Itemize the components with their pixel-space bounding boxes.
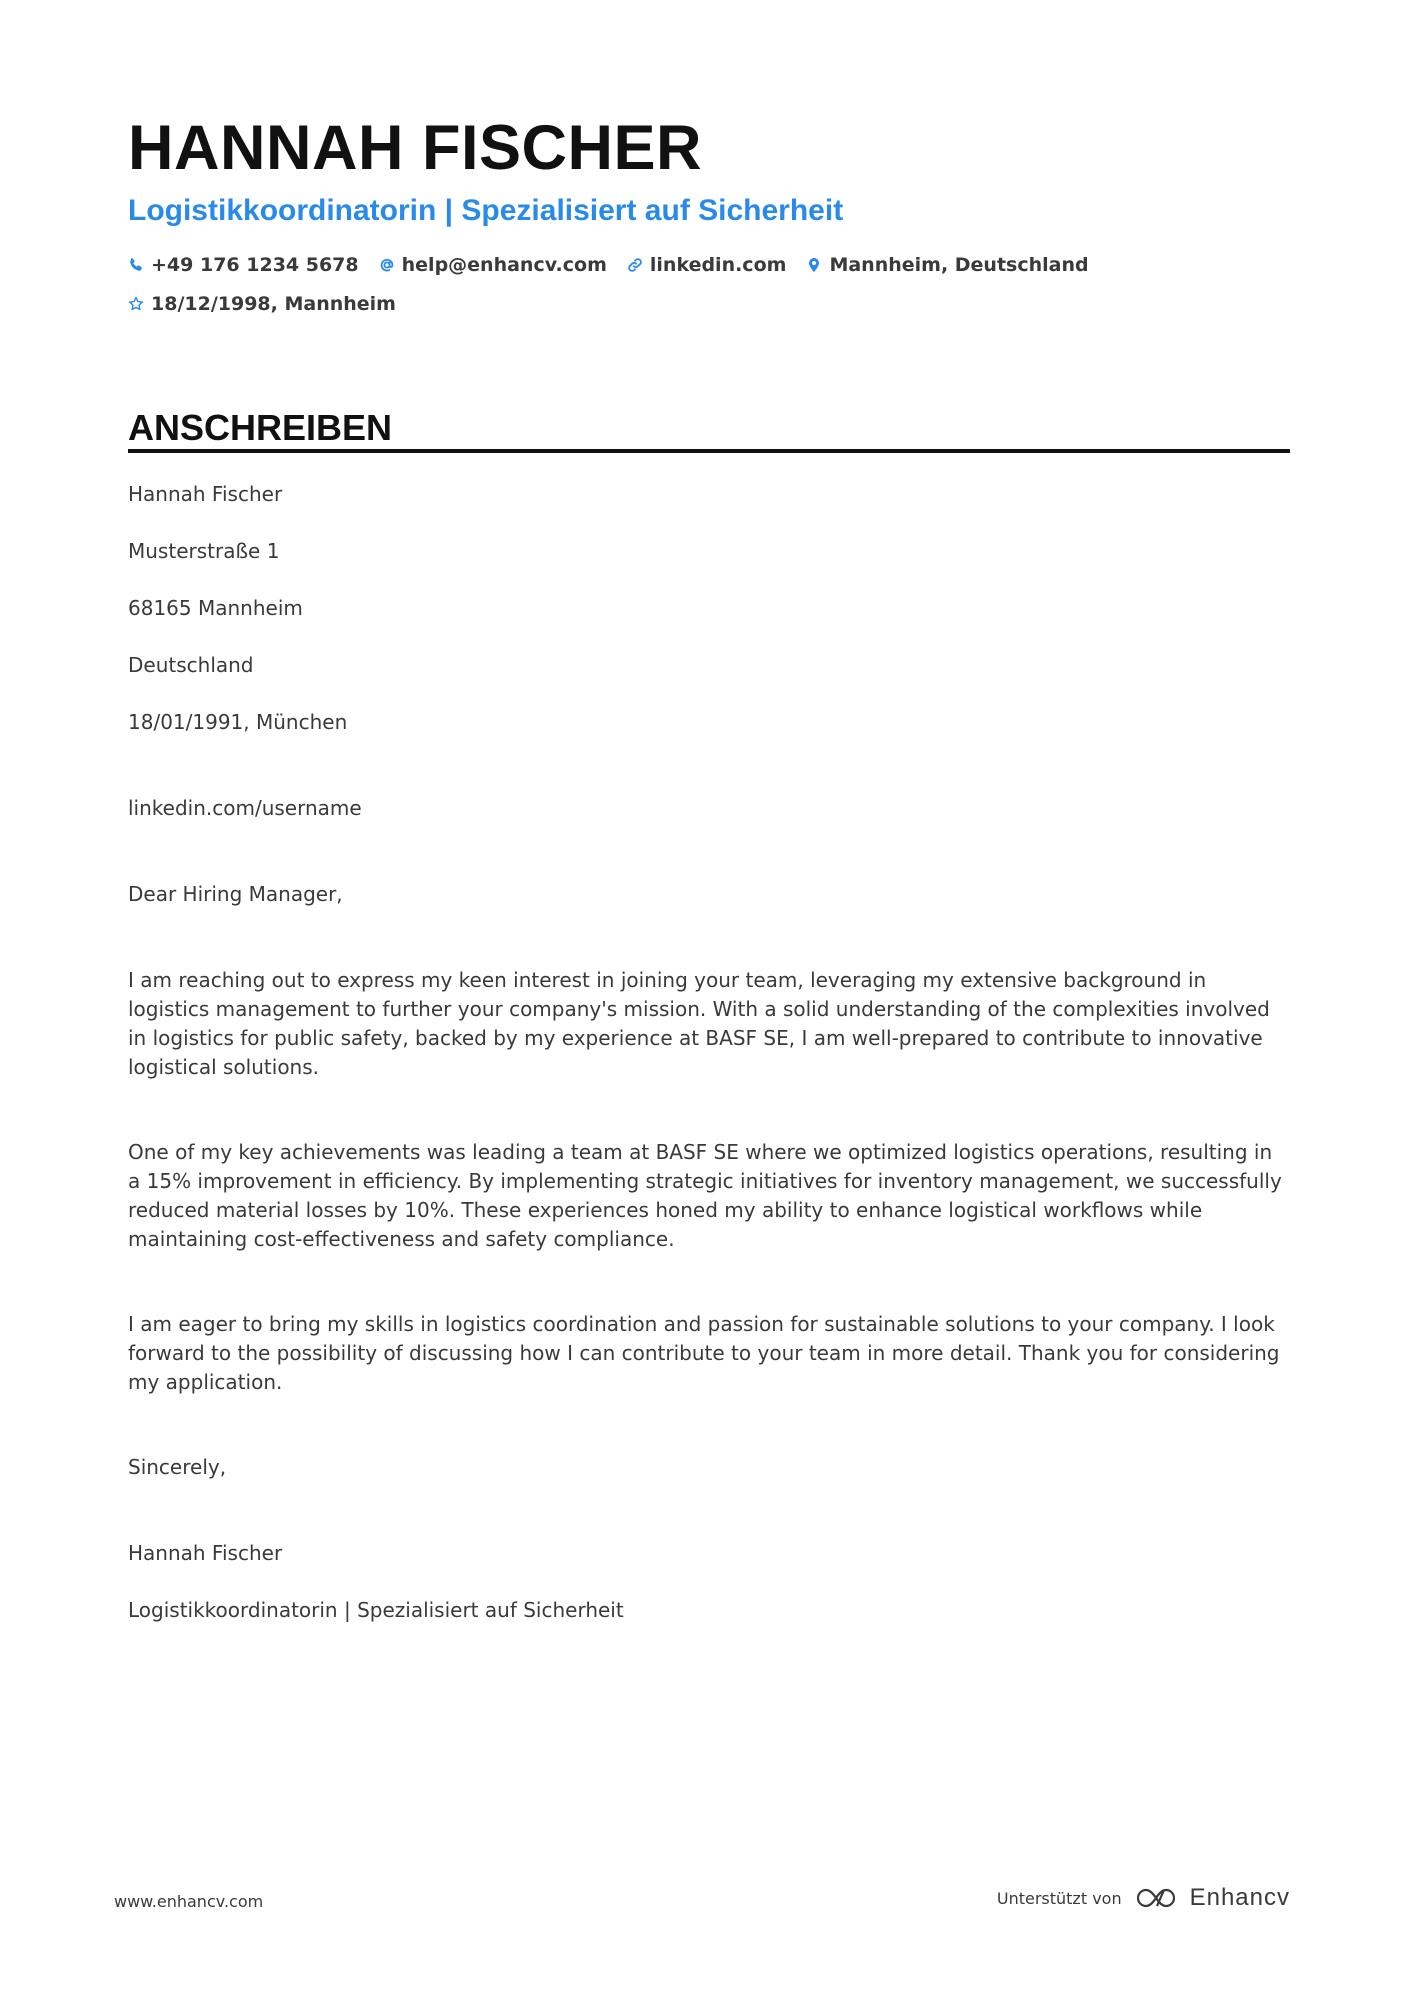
at-icon	[379, 257, 395, 273]
brand-name: Enhancv	[1189, 1884, 1290, 1911]
candidate-headline: Logistikkoordinatorin | Spezialisiert auf Sicherheit	[128, 194, 844, 227]
sender-birth: 18/01/1991, München	[128, 710, 348, 734]
enhancv-logo-icon	[1134, 1885, 1180, 1911]
body-paragraph: I am reaching out to express my keen interest in joining your team, leveraging my extensive background in logistics management to further your company's mission. With a solid understanding of the complexities involved in logistics for public safety, backed by my experience at BASF SE, I am well-prepared to contribute to innovative logistical solutions.	[128, 968, 1270, 1079]
contact-phone-value: +49 176 1234 5678	[151, 254, 359, 276]
contact-birth-value: 18/12/1998, Mannheim	[151, 293, 396, 315]
greeting: Dear Hiring Manager,	[128, 882, 343, 906]
sender-linkedin[interactable]: linkedin.com/username	[128, 796, 362, 820]
powered-by-label: Unterstützt von	[996, 1888, 1122, 1908]
contact-location	[806, 254, 1088, 276]
section-title: ANSCHREIBEN	[128, 407, 393, 448]
contact-row-2	[128, 293, 416, 315]
section-divider	[128, 449, 1290, 453]
contact-birth	[128, 293, 396, 315]
candidate-name: HANNAH FISCHER	[128, 113, 702, 183]
closing: Sincerely,	[128, 1455, 227, 1479]
star-icon	[128, 296, 144, 312]
sender-city: 68165 Mannheim	[128, 596, 303, 620]
body-paragraph: I am eager to bring my skills in logistics coordination and passion for sustainable solutions to your company. I look forward to the possibility of discussing how I can contribute to your team in more detail. Thank you for considering my application.	[128, 1312, 1280, 1394]
sender-name: Hannah Fischer	[128, 482, 283, 506]
contact-linkedin[interactable]	[627, 254, 787, 276]
contact-row	[128, 254, 1109, 276]
phone-icon	[128, 257, 144, 273]
signature-title: Logistikkoordinatorin | Spezialisiert auf Sicherheit	[128, 1598, 624, 1622]
body-paragraph: One of my key achievements was leading a team at BASF SE where we optimized logistics operations, resulting in a 15% improvement in efficiency. By implementing strategic initiatives for inventory management, we successfully reduced material losses by 10%. These experiences honed my ability to enhance logistical workflows while maintaining cost-effectiveness and safety compliance.	[128, 1140, 1282, 1251]
contact-email[interactable]	[379, 254, 607, 276]
contact-email-value: help@enhancv.com	[401, 254, 607, 276]
footer-brand	[997, 1884, 1290, 1912]
link-icon	[627, 257, 643, 273]
location-pin-icon	[806, 257, 822, 273]
contact-linkedin-value: linkedin.com	[649, 254, 787, 276]
footer-url[interactable]: www.enhancv.com	[114, 1892, 264, 1911]
contact-phone	[128, 254, 359, 276]
sender-street: Musterstraße 1	[128, 539, 280, 563]
contact-location-value: Mannheim, Deutschland	[829, 254, 1089, 276]
signature-name: Hannah Fischer	[128, 1541, 283, 1565]
sender-country: Deutschland	[128, 653, 254, 677]
